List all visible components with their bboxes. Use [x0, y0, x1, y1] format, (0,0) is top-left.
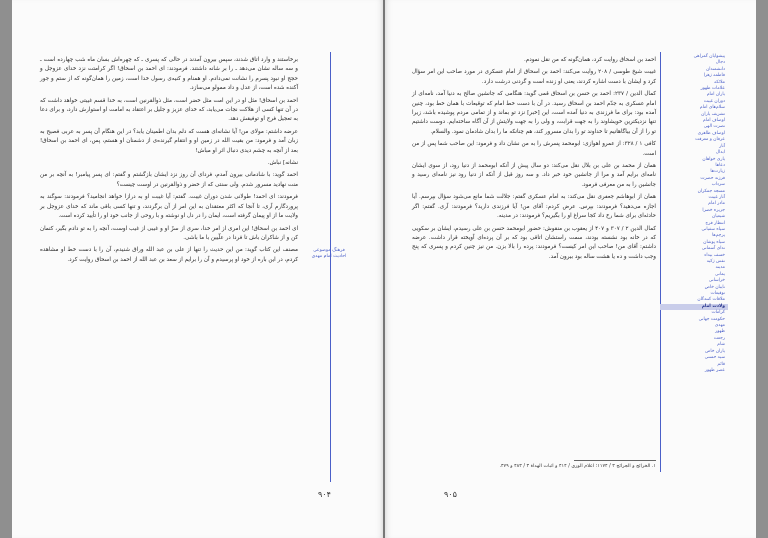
toc-item[interactable]: سرداب: [711, 182, 725, 188]
left-paragraph: برخاستند و وارد اتاق شدند، سپس بیرون آمدند در حالی که پسری ـ که چهره‌اش بسان ماه شب چهارده است ـ و سه ساله نشان می‌دهد ـ را بر شانه داشتند. فرمودند: ای احمد بن اسحاق! اگر کرامتت نزد خدای عزوجل و حجج او نبود پسرم را نشانت نمی‌دادم. او همنام و کنیه‌ی رسول خدا است، زمین را همان‌گونه که از ستم و جور آکنده شده است، از عدل و داد ممولو می‌سازد.: [40, 57, 298, 92]
toc-item[interactable]: ملائکه: [714, 79, 725, 85]
toc-item[interactable]: مسجد جمکران: [697, 188, 725, 194]
toc-item[interactable]: سیاه پوشان: [703, 239, 725, 245]
toc-item[interactable]: حکومت جهانی: [698, 316, 725, 322]
right-page-number: ۹۰۵: [444, 490, 457, 499]
left-paragraph: عرضه داشتم: مولای من! آیا نشانه‌ای هست که دلم بدان اطمینان یابد؟ در این هنگام آن پسر به عربی فصیح به زبان آمد و فرمود: من بقیت الله در زمین او و انتقام گیرنده‌ی از دشمنان او هستم، پس، ای احمد بن اسحاق! بعد از آنچه به چشم دیدی دنبال اثر او مباش!: [40, 128, 298, 154]
toc-item[interactable]: یاران امام: [706, 92, 725, 98]
toc-item[interactable]: ظهور: [715, 329, 725, 335]
left-paragraph: احمد گوید: با شادمانی بیرون آمدم، فردای آن روز نزد ایشان بازگشتم و گفتم: ای پسر پیامبر! به آنچه بر من منت نهادید مسرور شدم. ولی سنتی که از خضر و ذوالقرنین در اوست چیست؟: [40, 172, 298, 188]
right-paragraph: کمال الدین / ۲۳۷: احمد بن حسن بن اسحاق قمی گوید: هنگامی که جانشین صالح به دنیا آمد، نامه‌ای از امام عسکری به جدّم احمد بن اسحاق رسید. در آن با دست خط امام که توقیعات با همان خط بود، چنین آمده بود: برای ما فرزندی به دنیا آمده است، این [خبر] نزد تو بماند و از تمامی مردم پوشیده باشد، زیرا تنها نزدیکترین خویشاوند را به جهت قرابت، و ولی را به جهت ولایتش از آن آگاه ساخته‌ایم. دوست داشتیم تو را از آن بیاگاهانیم تا خداوند تو را بدان مسرور کند، هم چنانکه ما را بدان شادمان نمود. والسلام.: [412, 91, 656, 135]
left-margin-rule: [330, 52, 331, 482]
toc-item[interactable]: مادر امام: [708, 201, 725, 207]
toc-item[interactable]: شیعیان: [711, 214, 725, 220]
book-spread: [12, 0, 756, 538]
toc-item[interactable]: آثار غیبت: [708, 194, 725, 200]
toc-sidebar: [660, 54, 728, 374]
left-side-label: فرهنگ موضوعی احادیث امام مهدی: [311, 248, 347, 260]
left-page: [12, 0, 384, 538]
right-paragraph: همان از محمد بن علی بن بلال نقل می‌کند: دو سال پیش از آنکه ابومحمد از دنیا رود، از سوی ایشان نامه‌ای برایم آمد و مرا از جانشین خود خبر داد. و سه روز قبل از آنکه از دنیا رود نیز نامه‌ای رسید و جانشین را به من معرفی فرمود.: [412, 163, 656, 188]
toc-item[interactable]: پیشوایان گمراهی: [693, 54, 725, 59]
toc-item[interactable]: عرفان و معرفت: [695, 137, 725, 143]
toc-item[interactable]: اوصاف امام: [703, 118, 725, 124]
toc-item[interactable]: توقیعات: [710, 291, 725, 297]
toc-item[interactable]: یاران خاص: [705, 348, 725, 354]
footnote: ۱. الخرائج و الجرائح ۳ / ۱۱۷۴؛ اعلام الوری / ۴۱۴ و اثبات الهداة ۳ / ۴۸۳ و ۴۷۹.: [499, 464, 656, 469]
toc-item[interactable]: یاری خواهان: [702, 156, 725, 162]
toc-item[interactable]: نصرت الهی: [703, 124, 725, 130]
toc-item[interactable]: رجعت: [713, 335, 725, 341]
left-paragraph: مصنف این کتاب گوید: من این حدیث را تنها از علی بن عبد الله وراق شنیدم، آن را با دست خط او مشاهده کردم، در این باره از خود او پرسیدم و آن را برایم از سعد بن عبد الله از احمد بن اسحاق روایت کرد.: [40, 247, 298, 263]
toc-item[interactable]: دوران غیبت: [703, 98, 725, 104]
toc-item[interactable]: دجال: [715, 60, 725, 66]
toc-item[interactable]: تشریف یاران: [701, 111, 725, 117]
toc-item[interactable]: فاطمه زهرا: [703, 73, 725, 79]
toc-item[interactable]: دانشمندان: [706, 66, 725, 72]
right-paragraph: کمال الدین ۲ / ۳۰۷ و ۴۰۷ از یعقوب بن منقوش: حضور ابومحمد حسن بن علی رسیدم، ایشان بر سکویی که در خانه بود نشسته بودند، سمت راستشان اتاقی بود که بر آن پرده‌ای آویخته قرار داشت. عرضه داشتم: آقای من! صاحب این امر کیست؟ فرمودند: پرده را بالا بزن. من نیز چنین کردم و پسری که پنج وجب داشت و ده یا هشت ساله بود بیرون آمد.: [412, 225, 656, 260]
toc-item[interactable]: اوصاف ظاهری: [697, 130, 725, 136]
toc-item[interactable]: مهدی: [714, 323, 725, 329]
right-paragraph: کافی ۱ / ۳۲۸: از عمرو اهوازی: ابومحمد پسرش را به من نشان داد و فرمود: این صاحب شما پس از من است.: [412, 141, 656, 157]
toc-item[interactable]: سلام‌های امام: [699, 105, 725, 111]
left-paragraph: فرمودند: ای احمد! طولانی شدن دوران غیبت. گفتم: آیا غیبت او به درازا خواهد انجامید؟ فرمودند: سوگند به پروردگارم آری، تا آنجا که اکثر معتقدان به این امر از آن برگردند، و تنها کسی باقی ماند که خدای عزوجل بر ولایت ما از او پیمان گرفته است، ایمان را در دل او نوشته و با روحی از جانب خود او را تأیید کرده است.: [40, 194, 298, 220]
toc-item[interactable]: پرچم‌ها: [712, 233, 725, 239]
toc-item[interactable]: ابدال: [715, 150, 725, 156]
toc-item[interactable]: دعاها: [715, 162, 725, 168]
toc-item[interactable]: علامات ظهور: [700, 86, 725, 92]
toc-item[interactable]: ملاقات کنندگان: [697, 297, 725, 303]
left-page-body: [40, 56, 298, 268]
toc-item[interactable]: فرزند حضرت: [700, 175, 725, 181]
toc-item[interactable]: کرامات: [711, 310, 725, 316]
toc-item[interactable]: شام: [717, 342, 725, 348]
toc-item[interactable]: نفس زکیه: [706, 259, 725, 264]
footnote-separator: [574, 460, 656, 461]
book-gutter: [383, 0, 385, 538]
right-paragraph: غیبت شیخ طوسی / ۲۰۸ روایت می‌کند: احمد بن اسحاق از امام عسکری در مورد صاحب این امر سؤال کرد و ایشان با دست اشاره کردند، یعنی او زنده است و گردنی درشت دارد.: [412, 69, 657, 85]
toc-item[interactable]: سپاه سفیانی: [701, 226, 725, 232]
toc-item[interactable]: عصر ظهور: [704, 367, 725, 373]
toc-item[interactable]: آثار: [719, 143, 725, 149]
toc-item[interactable]: انتظار فرج: [705, 220, 725, 226]
toc-item[interactable]: ولادت امام: [660, 304, 728, 310]
toc-item[interactable]: خسف بیداء: [704, 252, 725, 258]
toc-item[interactable]: زیارت‌ها: [710, 169, 725, 175]
right-paragraph: همان از ابوهاشم جعفری نقل می‌کند: به امام عسکری گفتم: جلالت شما مانع می‌شود سؤال بپرسم. آیا اجازه می‌دهید؟ فرمودند: بپرس. عرض کردم: آقای من! آیا فرزندی دارید؟ فرمودند: آری. گفتم: اگر حادثه‌ای برای شما رخ داد کجا سراغ او را بگیریم؟ فرمودند: در مدینه.: [412, 194, 656, 220]
toc-item[interactable]: یمانی: [715, 271, 725, 277]
toc-item[interactable]: خراسانی: [708, 278, 725, 284]
left-paragraph: احمد بن اسحاق! مثل او در این امت مثل خضر است، مثل ذوالقرنین است، به خدا قسم غیبتی خواهد داشت که در آن تنها کسی از هلاکت نجات می‌یابد، که خدای عزیز و جلیل بر اعتقاد به امامت او استوارش دارد، و برای دعا به تعجیل فرج او توفیقش دهد.: [40, 97, 298, 123]
left-paragraph: نشانه] نباش.: [267, 160, 298, 167]
left-page-number: ۹۰۴: [318, 490, 331, 499]
toc-item[interactable]: جزیره خضرا: [702, 207, 725, 213]
toc-item[interactable]: قائم: [717, 361, 725, 367]
left-paragraph: ای احمد بن اسحاق! این امری از امر خدا، سری از سرّ او و غیبی از غیب اوست، آنچه را به تو دادم بگیر، کتمان کن و از شاکران باش تا فردا در علّیین با ما باشی.: [40, 225, 298, 241]
right-page-body: [412, 56, 656, 265]
right-paragraph: احمد بن اسحاق روایت کرد، همان‌گونه که من نقل نمودم.: [523, 57, 656, 63]
toc-item[interactable]: مدینه: [715, 265, 725, 271]
toc-item[interactable]: ندای آسمانی: [701, 246, 725, 252]
right-page: [384, 0, 756, 538]
toc-item[interactable]: نایبان خاص: [704, 284, 725, 290]
toc-item[interactable]: سید حسنی: [704, 355, 725, 361]
